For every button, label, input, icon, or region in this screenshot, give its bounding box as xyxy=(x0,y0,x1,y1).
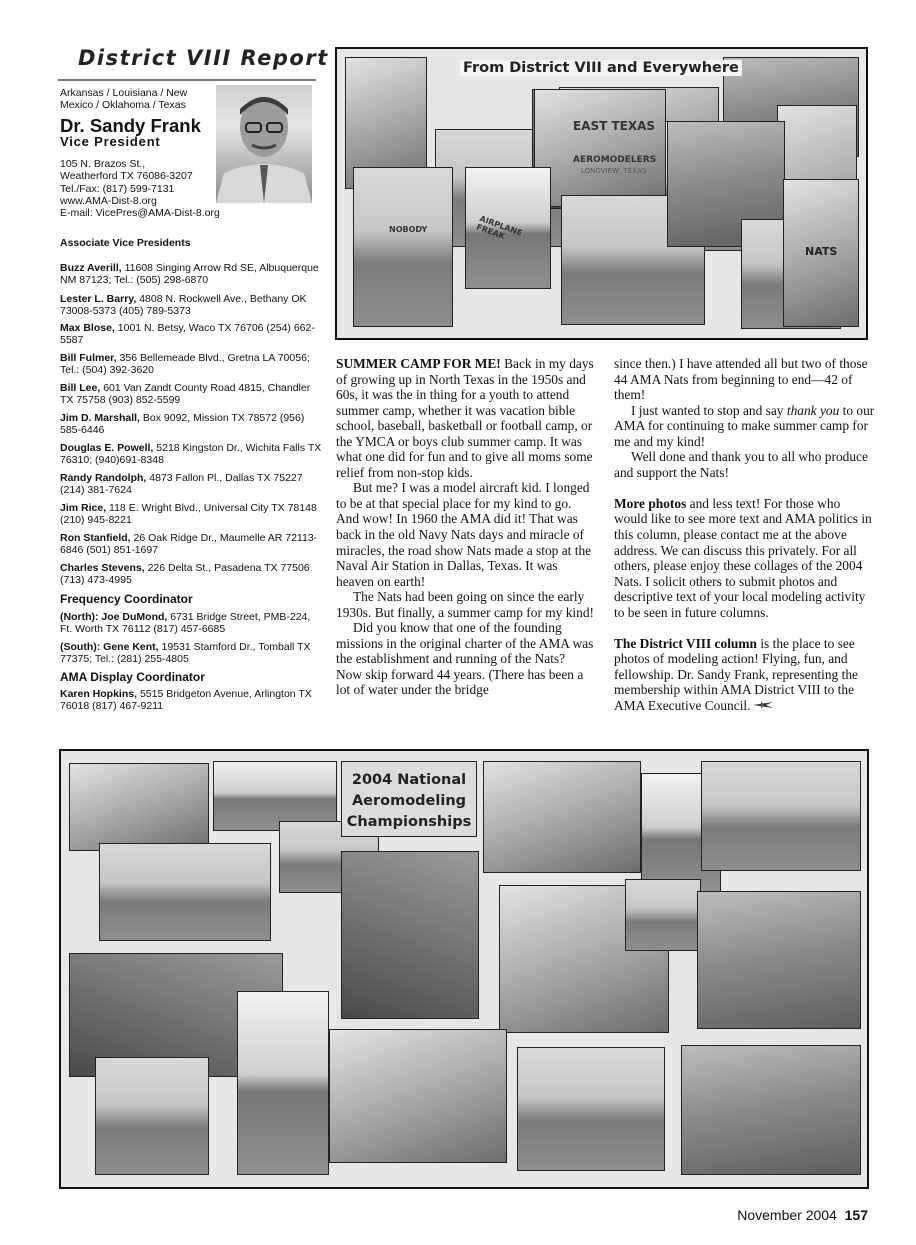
collage-photo xyxy=(534,89,666,207)
vp-address xyxy=(60,158,220,219)
vp-name: Dr. Sandy Frank xyxy=(60,115,201,136)
associate-info: 5218 Kingston Dr., Wichita Falls TX 76310; (940)691-8348 xyxy=(60,442,322,467)
address-city: Weatherford TX 76086-3207 xyxy=(60,170,193,183)
article-text: Back in my days of growing up in North Texas in the 1950s and 60s, it was the in thing for a youth to attend summer camp, whether it was vacation bible school, baseball, basketball or football camp, or the YMCA or boys club summer camp. It was what one did for fun and to give all moms some relief from non-stop kids. xyxy=(336,356,594,480)
display-info: 5515 Bridgeton Avenue, Arlington TX 76018 (817) 467-9211 xyxy=(60,688,312,713)
associate-name: Charles Stevens, xyxy=(60,562,145,574)
page-footer xyxy=(737,1207,868,1223)
article-paragraph xyxy=(614,496,876,620)
collage-photo xyxy=(483,761,641,873)
article-paragraph: But me? I was a model aircraft kid. I longed to be at that special place for my kind to go. And wow! In 1960 the AMA did it! That was back in the old Navy Nats days and miracle of miracles, the road show Nats made a stop at the Naval Air Station in Dallas, Texas. It was heaven on earth! xyxy=(336,480,592,589)
top-photo-collage xyxy=(335,47,868,340)
collage-photo xyxy=(701,761,861,871)
associate-name: Lester L. Barry, xyxy=(60,293,137,305)
associate-info: 356 Bellemeade Blvd., Gretna LA 70056; Tel.: (504) 392-3620 xyxy=(60,352,310,377)
frequency-coordinator-heading: Frequency Coordinator xyxy=(60,592,193,606)
collage-photo xyxy=(69,763,209,851)
top-collage-caption: From District VIII and Everywhere xyxy=(460,60,742,76)
associate-info: 601 Van Zandt County Road 4815, Chandler TX 75758 (903) 852-5599 xyxy=(60,382,311,407)
frequency-entry xyxy=(60,641,322,666)
article-paragraph: Well done and thank you to all who produce and support the Nats! xyxy=(614,449,868,480)
caption-line: Championships xyxy=(346,814,472,830)
region-list: Arkansas / Louisiana / New Mexico / Oklahoma / Texas xyxy=(60,87,188,111)
article-lead: SUMMER CAMP FOR ME! xyxy=(336,356,501,371)
bottom-collage-caption xyxy=(346,770,472,833)
address-phone: Tel./Fax: (817) 599-7131 xyxy=(60,182,175,195)
associate-info: Box 9092, Mission TX 78572 (956) 585-6446 xyxy=(60,412,305,437)
collage-photo xyxy=(517,1047,665,1171)
shirt-text-east-texas: EAST TEXAS xyxy=(573,119,656,133)
vp-portrait xyxy=(216,85,312,203)
associate-info: 1001 N. Betsy, Waco TX 76706 (254) 662-5587 xyxy=(60,322,315,347)
associate-info: 11608 Singing Arrow Rd SE, Albuquerque NM 87123; Tel.: (505) 298-6870 xyxy=(60,262,319,287)
associate-vps-heading: Associate Vice Presidents xyxy=(60,237,191,249)
article-text: and less text! For those who would like to see more text and AMA politics in this column, please contact me at the above address. We can discuss this privately. For all others, please enjoy these collages of the 2004 Nats. I solicit others to submit photos and descriptive text of your local modeling activity to be seen in future columns. xyxy=(614,495,872,620)
article-paragraph xyxy=(614,636,876,714)
associate-entry xyxy=(60,293,322,318)
collage-photo xyxy=(237,991,329,1175)
caption-line: Aeromodeling xyxy=(351,793,467,809)
associate-info: 4873 Fallon Pl., Dallas TX 75227 (214) 381-7624 xyxy=(60,472,303,497)
frequency-name: (South): Gene Kent, xyxy=(60,641,159,653)
article-paragraph: The Nats had been going on since the early 1930s. But finally, a summer camp for my kind! xyxy=(336,589,594,620)
associate-entry xyxy=(60,412,322,437)
caption-line: 2004 National xyxy=(351,772,467,788)
collage-photo xyxy=(99,843,271,941)
associate-name: Max Blose, xyxy=(60,322,115,334)
associate-entry xyxy=(60,502,322,527)
title-divider xyxy=(58,79,316,81)
associate-entry xyxy=(60,442,322,467)
associate-entry xyxy=(60,322,322,347)
collage-photo xyxy=(341,851,479,1019)
ama-end-mark-icon xyxy=(753,700,773,710)
article-text: I just wanted to stop and say xyxy=(631,402,787,418)
associate-name: Randy Randolph, xyxy=(60,472,147,484)
frequency-name: (North): Joe DuMond, xyxy=(60,611,168,623)
article-paragraph xyxy=(614,403,876,450)
display-name: Karen Hopkins, xyxy=(60,688,138,700)
frequency-info: 6731 Bridge Street, PMB-224, Ft. Worth TX 76112 (817) 457-6685 xyxy=(60,611,311,636)
associate-entry xyxy=(60,262,322,287)
article-lead: The District VIII column xyxy=(614,635,757,651)
article-column-2 xyxy=(614,356,876,714)
vp-title: Vice President xyxy=(60,134,161,149)
associate-info: 226 Delta St., Pasadena TX 77506 (713) 473-4995 xyxy=(60,562,310,587)
associate-name: Bill Fulmer, xyxy=(60,352,117,364)
frequency-entry xyxy=(60,611,322,636)
associate-info: 4808 N. Rockwell Ave., Bethany OK 73008-5373 (405) 789-5373 xyxy=(60,293,307,318)
article-paragraph xyxy=(336,356,594,480)
article-paragraph: Did you know that one of the founding missions in the original charter of the AMA was the establishment and running of the Nats? Now skip forward 44 years. (There has been a lot of water under the bridge xyxy=(336,620,594,698)
issue-date: November 2004 xyxy=(737,1207,837,1223)
address-website-link[interactable]: www.AMA-Dist-8.org xyxy=(60,194,157,207)
article-paragraph: since then.) I have attended all but two of those 44 AMA Nats from beginning to end—42 of them! xyxy=(614,356,868,403)
shirt-text-airplane-freak: AIRPLANE FREAK xyxy=(475,214,524,242)
associate-name: Bill Lee, xyxy=(60,382,101,394)
shirt-text-nobody: NOBODY xyxy=(389,225,428,234)
frequency-info: 19531 Stamford Dr., Tomball TX 77375; Tel.: (281) 255-4805 xyxy=(60,641,311,666)
paragraph-gap xyxy=(614,480,876,496)
associate-name: Douglas E. Powell, xyxy=(60,442,154,454)
report-title: District VIII Report xyxy=(78,46,329,70)
article-lead: More photos xyxy=(614,495,687,511)
collage-photo xyxy=(353,167,453,327)
shirt-text-longview: LONGVIEW, TEXAS xyxy=(581,167,647,175)
article-emphasis: thank you xyxy=(786,402,840,418)
associate-name: Jim D. Marshall, xyxy=(60,412,140,424)
collage-photo xyxy=(95,1057,209,1175)
shirt-text-aeromodelers: AEROMODELERS xyxy=(573,155,657,165)
associate-info: 26 Oak Ridge Dr., Maumelle AR 72113-6846 (501) 851-1697 xyxy=(60,532,318,557)
portrait-illustration xyxy=(216,85,312,203)
collage-photo xyxy=(329,1029,507,1163)
article-text: is the place to see photos of modeling action! Flying, fun, and fellowship. Dr. Sandy Frank, representing the membership within AMA District VIII to the AMA Executive Council. xyxy=(614,635,858,714)
associate-info: 118 E. Wright Blvd., Universal City TX 78148 (210) 945-8221 xyxy=(60,502,317,527)
collage-photo xyxy=(681,1045,861,1175)
page-number: 157 xyxy=(844,1207,868,1223)
associate-entry xyxy=(60,382,322,407)
display-coordinator-heading: AMA Display Coordinator xyxy=(60,670,205,684)
address-street: 105 N. Brazos St., xyxy=(60,158,146,170)
associate-entry xyxy=(60,532,322,557)
associate-entry xyxy=(60,562,322,587)
associate-name: Buzz Averill, xyxy=(60,262,122,274)
associate-name: Jim Rice, xyxy=(60,502,107,514)
article-column-1 xyxy=(336,356,594,698)
associate-name: Ron Stanfield, xyxy=(60,532,131,544)
collage-photo xyxy=(697,891,861,1029)
associate-entry xyxy=(60,352,322,377)
paragraph-gap xyxy=(614,620,876,636)
address-email-link[interactable]: E-mail: VicePres@AMA-Dist-8.org xyxy=(60,207,220,220)
collage-photo xyxy=(625,879,701,951)
article-text: to our AMA for continuing to make summer camp for me and my kind! xyxy=(614,402,875,449)
display-entry xyxy=(60,688,322,713)
associate-entry xyxy=(60,472,322,497)
shirt-text-nats: NATS xyxy=(805,245,838,258)
